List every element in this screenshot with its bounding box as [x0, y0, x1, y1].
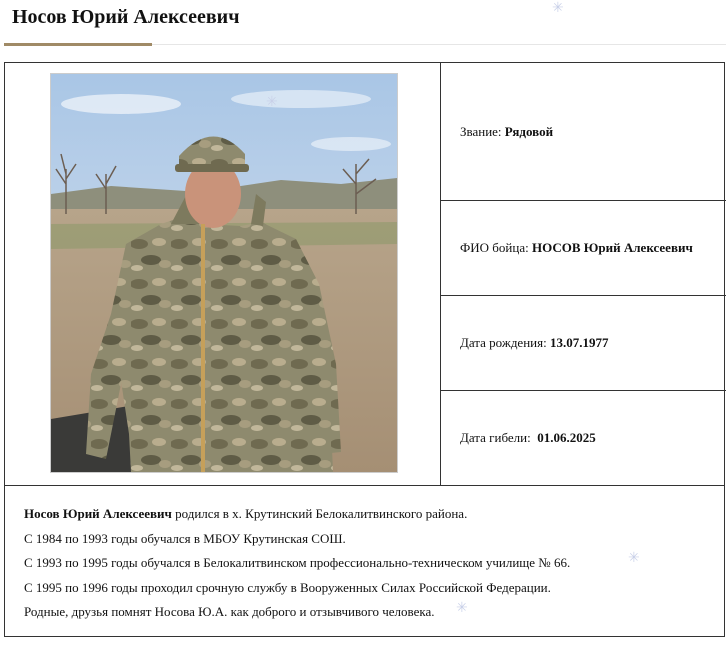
bio-line-4: С 1995 по 1996 годы проходил срочную службу в Вооруженных Силах Российской Федерации. — [24, 579, 551, 595]
bio-line-1-text: родился в х. Крутинский Белокалитвинского района. — [171, 506, 468, 521]
soldier-photo — [50, 73, 398, 473]
photo-cell — [5, 63, 441, 485]
snowflake-icon: ✳ — [552, 0, 564, 16]
rank-label: Звание: — [460, 123, 505, 139]
bio-name: Носов Юрий Алексеевич — [24, 506, 172, 521]
page-title: Носов Юрий Алексеевич — [12, 6, 240, 28]
death-date-label: Дата гибели: — [460, 430, 538, 445]
name-row — [441, 201, 726, 296]
death-date-value: 01.06.2025 — [537, 430, 596, 445]
rank-row — [441, 63, 726, 201]
death-date-row — [441, 391, 726, 485]
birth-date-row — [441, 296, 726, 391]
bio-line-5: Родные, друзья помнят Носова Ю.А. как доброго и отзывчивого человека. — [24, 604, 435, 619]
bio-line-1 — [24, 502, 724, 527]
rank-value: Рядовой — [504, 123, 554, 139]
biography — [5, 485, 724, 636]
name-label: ФИО бойца: — [460, 240, 532, 255]
memorial-card — [4, 62, 725, 637]
birth-date-value: 13.07.1977 — [549, 335, 609, 350]
snowflake-icon: ✳ — [456, 600, 468, 616]
snowflake-icon: ✳ — [266, 94, 278, 110]
bio-line-2: С 1984 по 1993 годы обучался в МБОУ Крутинская СОШ. — [24, 530, 346, 546]
info-column — [441, 63, 726, 485]
name-value: НОСОВ Юрий Алексеевич — [531, 240, 693, 255]
birth-date-label: Дата рождения: — [460, 335, 550, 350]
snowflake-icon: ✳ — [628, 550, 640, 566]
title-accent-underline — [4, 43, 152, 46]
bio-line-3: С 1993 по 1995 годы обучался в Белокалитвинском профессионально-техническом училище № 66. — [24, 555, 571, 570]
